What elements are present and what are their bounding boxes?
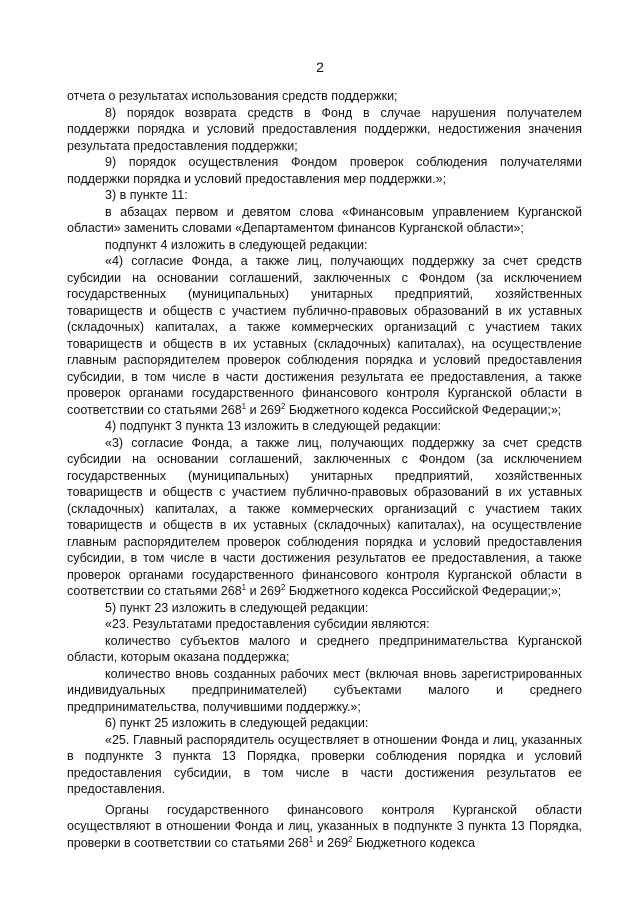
paragraph-point-25-text: «25. Главный распорядитель осуществляет в отношении Фонда и лиц, указанных в подпункте 3 пункта 13 Порядка, проверки соблюдения порядка и условий предоставления субсидии, в том числе в части достижения результатов ее предоставления.: [67, 732, 582, 796]
subpoint-4-and: и 269: [246, 402, 281, 417]
paragraph-subpoint-4-intro: подпункт 4 изложить в следующей редакции:: [105, 237, 368, 252]
document-body: [67, 88, 582, 851]
paragraph-abzats-replace: в абзацах первом и девятом слова «Финансовым управлением Курганской области» заменить словами «Департаментом финансов Курганской области»;: [67, 204, 582, 235]
paragraph-point-25-intro: 6) пункт 25 изложить в следующей редакции:: [105, 716, 369, 730]
paragraph-point-23-intro: 5) пункт 23 изложить в следующей редакции:: [105, 600, 369, 615]
subpoint-3-and: и 269: [246, 584, 281, 598]
subpoint-3-body: «3) согласие Фонда, а также лиц, получающих поддержку за счет средств субсидии на основании соглашений, заключенных с Фондом (за исключением государственных (муниципальных) унитарных предприятий, хозяйственных товариществ и обществ с участием публично-правовых образований в их уставных (складочных) капиталах, а также коммерческих организаций с участием таких товариществ и обществ в их уставных (складочных) капиталах), на осуществление главным распорядителем проверок соблюдения порядка и условий предоставления субсидии, в том числе в части достижения результатов ее предоставления, а также проверок органами государственного финансового контроля Курганской области в соответствии со статьями 268: [67, 435, 582, 598]
paragraph-result-jobs-count: количество вновь созданных рабочих мест (включая вновь зарегистрированных индивидуальных предпринимателей) субъектами малого и среднего предпринимательства, получившими поддержку.»;: [67, 666, 582, 714]
paragraph-subpoint-3-text: [67, 435, 582, 600]
paragraph-report-continuation: отчета о результатах использования средств поддержки;: [67, 89, 398, 103]
page-number: 2: [316, 59, 324, 75]
paragraph-control-bodies: [67, 802, 582, 852]
superscript-268: 1: [241, 401, 247, 411]
control-bodies-tail: Бюджетного кодекса: [352, 835, 476, 850]
superscript-269: 2: [280, 582, 286, 592]
control-bodies-and: и 269: [313, 835, 349, 850]
subpoint-4-body: «4) согласие Фонда, а также лиц, получающих поддержку за счет средств субсидии на основании соглашений, заключенных с Фондом (за исключением государственных (муниципальных) унитарных предприятий, хозяйственных товариществ и обществ с участием публично-правовых образований в их уставных (складочных) капиталах, а также коммерческих организаций с участием таких товариществ и обществ в их уставных (складочных) капиталах), на осуществление главным распорядителем проверок соблюдения порядка и условий предоставления субсидии, в том числе в части достижения результата ее предоставления, а также проверок органами государственного финансового контроля Курганской области в соответствии со статьями 268: [67, 254, 582, 417]
paragraph-subpoint-4-text: [67, 253, 582, 418]
subpoint-4-tail: Бюджетного кодекса Российской Федерации;»;: [285, 402, 562, 417]
paragraph-result-smb-count: количество субъектов малого и среднего предпринимательства Курганской области, которым оказана поддержка;: [67, 633, 582, 664]
paragraph-item-8: 8) порядок возврата средств в Фонд в случае нарушения получателем поддержки порядка и условий предоставления поддержки, недостижения значения результата предоставления поддержки;: [67, 105, 582, 153]
control-bodies-body: Органы государственного финансового контроля Курганской области осуществляют в отношении Фонда и лиц, указанных в подпункте 3 пункта 13 Порядка, проверки в соответствии со статьями 268: [67, 802, 582, 850]
superscript-268: 1: [241, 582, 247, 592]
subpoint-3-tail: Бюджетного кодекса Российской Федерации;»;: [285, 584, 562, 598]
paragraph-point-11: 3) в пункте 11:: [105, 188, 188, 202]
superscript-269: 2: [348, 834, 353, 844]
paragraph-subpoint-3-intro: 4) подпункт 3 пункта 13 изложить в следующей редакции:: [105, 419, 442, 433]
paragraph-item-9: 9) порядок осуществления Фондом проверок соблюдения получателями поддержки порядка и условий предоставления мер поддержки.»;: [67, 155, 582, 186]
superscript-268: 1: [308, 834, 314, 844]
superscript-269: 2: [280, 401, 286, 411]
paragraph-point-23-heading: «23. Результатами предоставления субсидии являются:: [105, 617, 430, 631]
